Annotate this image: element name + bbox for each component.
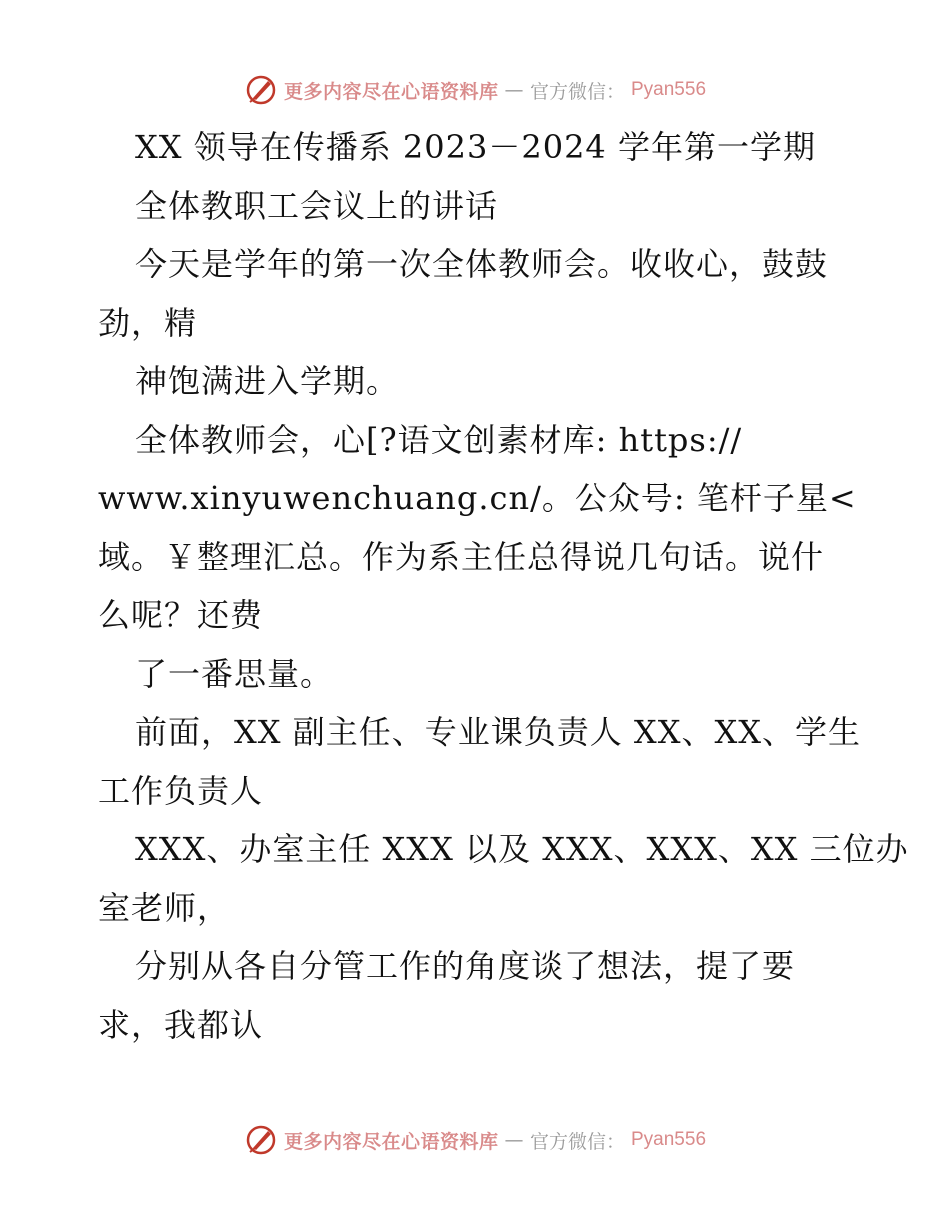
header-banner (0, 70, 950, 110)
document-title-line-2: 全体教职工会议上的讲话 (135, 186, 499, 225)
paragraph-line: www.xinyuwenchuang.cn/。公众号: 笔杆子星< (98, 479, 857, 517)
paragraph-line: 了一番思量。 (135, 654, 334, 693)
footer-banner (0, 1120, 950, 1160)
banner-wechat-label: 官方微信： (529, 80, 625, 103)
banner-dash: — (504, 79, 524, 101)
banner-wechat-id: Pyan556 (631, 1129, 707, 1150)
paragraph-line: 今天是学年的第一次全体教师会。收收心，鼓鼓 (135, 245, 829, 283)
banner-dash: — (504, 1129, 524, 1151)
paragraph-line: 神饱满进入学期。 (135, 362, 400, 400)
banner-wechat-id: Pyan556 (631, 79, 707, 100)
quill-pen-seal-icon (244, 73, 278, 107)
paragraph-line: 前面，XX 副主任、专业课负责人 XX、XX、学生 (135, 713, 862, 751)
paragraph-line: 全体教师会，心[?语文创素材库: https:// (135, 420, 743, 459)
banner-wechat-label: 官方微信： (529, 1130, 625, 1153)
paragraph-line: 分别从各自分管工作的角度谈了想法，提了要 (135, 947, 796, 985)
paragraph-line: 域。￥整理汇总。作为系主任总得说几句话。说什 (98, 537, 825, 576)
paragraph-line: 劲，精 (98, 303, 198, 342)
banner-title: 更多内容尽在心语资料库 (283, 1130, 499, 1153)
quill-pen-seal-icon (244, 1123, 278, 1157)
document-body (98, 118, 909, 1054)
banner-title: 更多内容尽在心语资料库 (283, 80, 499, 103)
paragraph-line: 求，我都认 (98, 1005, 264, 1044)
paragraph-line: 工作负责人 (98, 771, 264, 810)
document-title-line-1: XX 领导在传播系 2023－2024 学年第一学期 (135, 128, 816, 166)
paragraph-line: 室老师， (98, 888, 231, 927)
paragraph-line: XXX、办室主任 XXX 以及 XXX、XXX、XX 三位办 (135, 830, 909, 868)
paragraph-line: 么呢？还费 (98, 596, 264, 634)
